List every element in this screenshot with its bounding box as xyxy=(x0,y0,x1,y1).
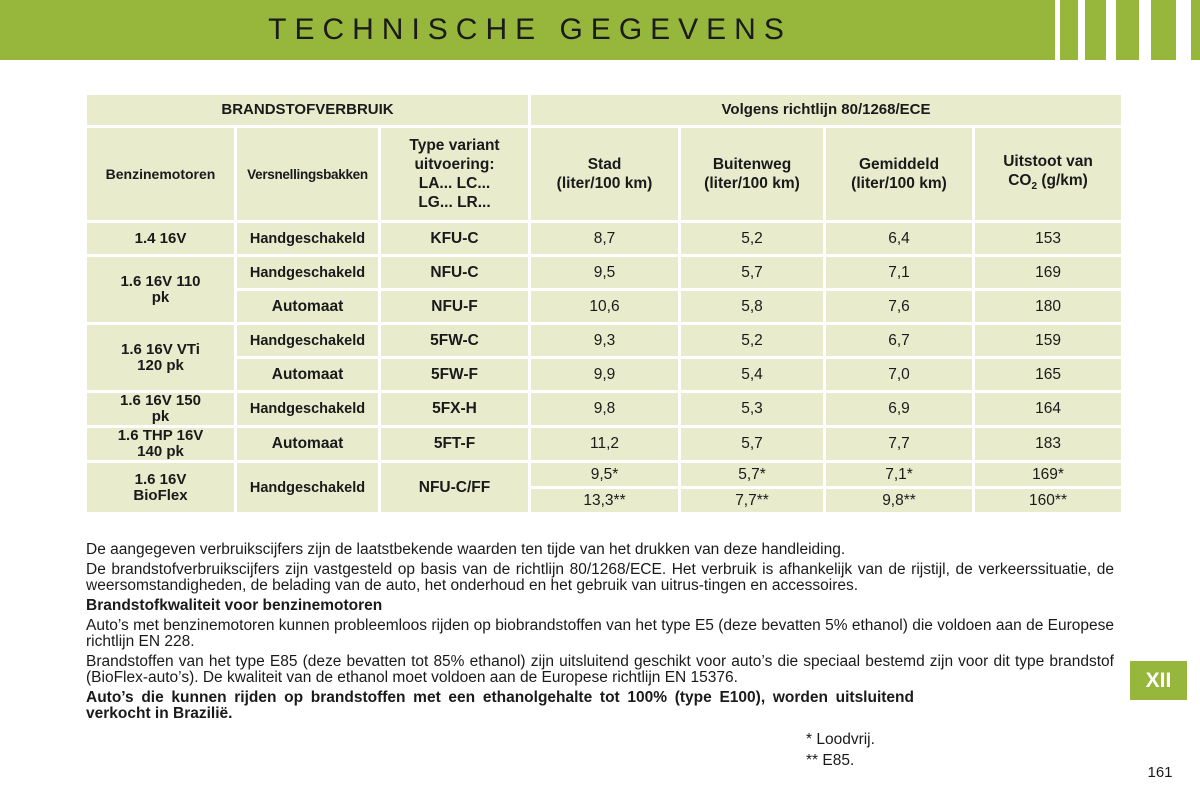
table-row xyxy=(87,257,1121,288)
average-cell: 7,6 xyxy=(826,291,972,322)
road-cell: 5,2 xyxy=(681,325,823,356)
paragraph: De aangegeven verbruikscijfers zijn de laatstbekende waarden ten tijde van het drukken van deze handleiding. xyxy=(86,541,846,558)
type-header-line: Type variant xyxy=(409,137,500,154)
city-header-label: Stad xyxy=(587,156,622,173)
city-cell: 13,3** xyxy=(531,489,678,512)
table-row xyxy=(87,223,1121,254)
city-cell: 9,5 xyxy=(531,257,678,288)
engine-line: 120 pk xyxy=(137,356,184,374)
road-cell: 5,3 xyxy=(681,393,823,425)
co2-cell: 159 xyxy=(975,325,1121,356)
engine-line: pk xyxy=(151,288,170,306)
gearbox-cell: Automaat xyxy=(237,428,378,460)
section-heading: Brandstofkwaliteit voor benzinemotoren xyxy=(86,597,383,614)
city-cell: 10,6 xyxy=(531,291,678,322)
header-stripe xyxy=(1078,0,1085,60)
footnote-e85: ** E85. xyxy=(806,752,855,769)
engine-cell xyxy=(87,325,234,390)
group-header-consumption: BRANDSTOFVERBRUIK xyxy=(87,95,528,125)
table-row xyxy=(87,291,1121,322)
co2-header-formula: CO xyxy=(1008,171,1032,189)
engine-line: 1.6 16V 110 xyxy=(120,272,201,290)
header-stripe xyxy=(1106,0,1116,60)
header-stripe xyxy=(1139,0,1151,60)
average-header-label: Gemiddeld xyxy=(858,156,940,173)
table-row xyxy=(87,463,1121,486)
engine-line: 1.6 16V VTi xyxy=(121,340,200,358)
paragraph: Brandstoffen van het type E85 (deze bevatten tot 85% ethanol) zijn uitsluitend geschikt voor auto’s die speciaal bestemd zijn voor dit type brandstof (BioFlex-auto’s). De kwaliteit van de ethanol moet voldoen aan de Europese richtlijn EN 15376. xyxy=(86,653,1114,686)
co2-cell: 180 xyxy=(975,291,1121,322)
city-cell: 11,2 xyxy=(531,428,678,460)
table-row xyxy=(87,359,1121,390)
type-cell: 5FW-C xyxy=(381,325,528,356)
type-cell: 5FT-F xyxy=(381,428,528,460)
average-cell: 6,4 xyxy=(826,223,972,254)
engine-cell: 1.4 16V xyxy=(87,223,234,254)
road-header-label: Buitenweg xyxy=(712,156,792,173)
engine-cell xyxy=(87,393,234,425)
type-cell: NFU-F xyxy=(381,291,528,322)
average-cell: 7,1 xyxy=(826,257,972,288)
paragraph: De brandstofverbruikscijfers zijn vastgesteld op basis van de richtlijn 80/1268/ECE. Het verbruik is afhankelijk van de rijstijl, de verkeerssituatie, de weersomstandigheden, de belading van de auto, het onderhoud en het gebruik van uitrus-tingen en accessoires. xyxy=(86,561,1114,594)
road-cell: 5,8 xyxy=(681,291,823,322)
gearbox-cell: Handgeschakeld xyxy=(237,463,378,512)
column-header-engine: Benzinemotoren xyxy=(87,128,234,220)
type-header-line: uitvoering: xyxy=(414,156,495,173)
column-header-co2 xyxy=(975,128,1121,220)
type-cell: NFU-C xyxy=(381,257,528,288)
type-cell: NFU-C/FF xyxy=(381,463,528,512)
body-text xyxy=(86,542,1114,726)
engine-cell xyxy=(87,428,234,460)
co2-cell: 169 xyxy=(975,257,1121,288)
road-cell: 5,7* xyxy=(681,463,823,486)
column-header-city xyxy=(531,128,678,220)
co2-header-label: Uitstoot van xyxy=(1003,152,1093,170)
engine-line: pk xyxy=(151,408,170,425)
road-cell: 5,4 xyxy=(681,359,823,390)
column-header-gearbox: Versnellingsbakken xyxy=(237,128,378,220)
co2-cell: 153 xyxy=(975,223,1121,254)
co2-cell: 169* xyxy=(975,463,1121,486)
table-row xyxy=(87,428,1121,460)
gearbox-cell: Automaat xyxy=(237,359,378,390)
average-cell: 7,7 xyxy=(826,428,972,460)
road-cell: 7,7** xyxy=(681,489,823,512)
average-header-unit: (liter/100 km) xyxy=(851,175,947,192)
co2-cell: 165 xyxy=(975,359,1121,390)
city-header-unit: (liter/100 km) xyxy=(556,175,653,192)
header-stripe xyxy=(1176,0,1191,60)
footnote-unleaded: * Loodvrij. xyxy=(806,731,875,748)
road-cell: 5,7 xyxy=(681,428,823,460)
co2-header-subscript: 2 xyxy=(1031,181,1038,193)
gearbox-cell: Automaat xyxy=(237,291,378,322)
city-cell: 8,7 xyxy=(531,223,678,254)
engine-line: 140 pk xyxy=(137,443,184,460)
gearbox-cell: Handgeschakeld xyxy=(237,325,378,356)
column-header-average xyxy=(826,128,972,220)
engine-cell xyxy=(87,463,234,512)
page-number: 161 xyxy=(1147,764,1173,781)
table-row xyxy=(87,325,1121,356)
average-cell: 7,1* xyxy=(826,463,972,486)
page-title: TECHNISCHE GEGEVENS xyxy=(268,13,792,46)
co2-cell: 164 xyxy=(975,393,1121,425)
engine-cell xyxy=(87,257,234,322)
average-cell: 6,7 xyxy=(826,325,972,356)
engine-line: 1.6 16V 150 xyxy=(120,392,201,409)
header-band xyxy=(0,0,1200,60)
type-header-line: LG... LR... xyxy=(418,194,491,211)
average-cell: 6,9 xyxy=(826,393,972,425)
paragraph-bold: Auto’s die kunnen rijden op brandstoffen met een ethanolgehalte tot 100% (type E100), worden uitsluitend verkocht in Brazilië. xyxy=(86,689,914,722)
road-header-unit: (liter/100 km) xyxy=(704,175,800,192)
engine-line: 1.6 16V xyxy=(134,470,187,488)
group-header-directive: Volgens richtlijn 80/1268/ECE xyxy=(531,95,1121,125)
road-cell: 5,7 xyxy=(681,257,823,288)
average-cell: 9,8** xyxy=(826,489,972,512)
column-header-road xyxy=(681,128,823,220)
city-cell: 9,3 xyxy=(531,325,678,356)
gearbox-cell: Handgeschakeld xyxy=(237,257,378,288)
paragraph: Auto’s met benzinemotoren kunnen probleemloos rijden op biobrandstoffen van het type E5 (deze bevatten 5% ethanol) die voldoen aan de Europese richtlijn EN 228. xyxy=(86,617,1114,650)
engine-line: 1.6 THP 16V xyxy=(117,427,204,444)
header-stripe xyxy=(1055,0,1060,60)
city-cell: 9,5* xyxy=(531,463,678,486)
gearbox-cell: Handgeschakeld xyxy=(237,393,378,425)
fuel-consumption-table xyxy=(84,92,1124,515)
co2-cell: 183 xyxy=(975,428,1121,460)
column-header-type xyxy=(381,128,528,220)
type-header-line: LA... LC... xyxy=(418,175,491,192)
type-cell: KFU-C xyxy=(381,223,528,254)
average-cell: 7,0 xyxy=(826,359,972,390)
type-cell: 5FW-F xyxy=(381,359,528,390)
gearbox-cell: Handgeschakeld xyxy=(237,223,378,254)
road-cell: 5,2 xyxy=(681,223,823,254)
type-cell: 5FX-H xyxy=(381,393,528,425)
chapter-tab: XII xyxy=(1130,661,1187,700)
table-row xyxy=(87,393,1121,425)
co2-cell: 160** xyxy=(975,489,1121,512)
engine-line: BioFlex xyxy=(133,486,188,504)
city-cell: 9,8 xyxy=(531,393,678,425)
co2-header-unit: (g/km) xyxy=(1041,171,1088,189)
city-cell: 9,9 xyxy=(531,359,678,390)
